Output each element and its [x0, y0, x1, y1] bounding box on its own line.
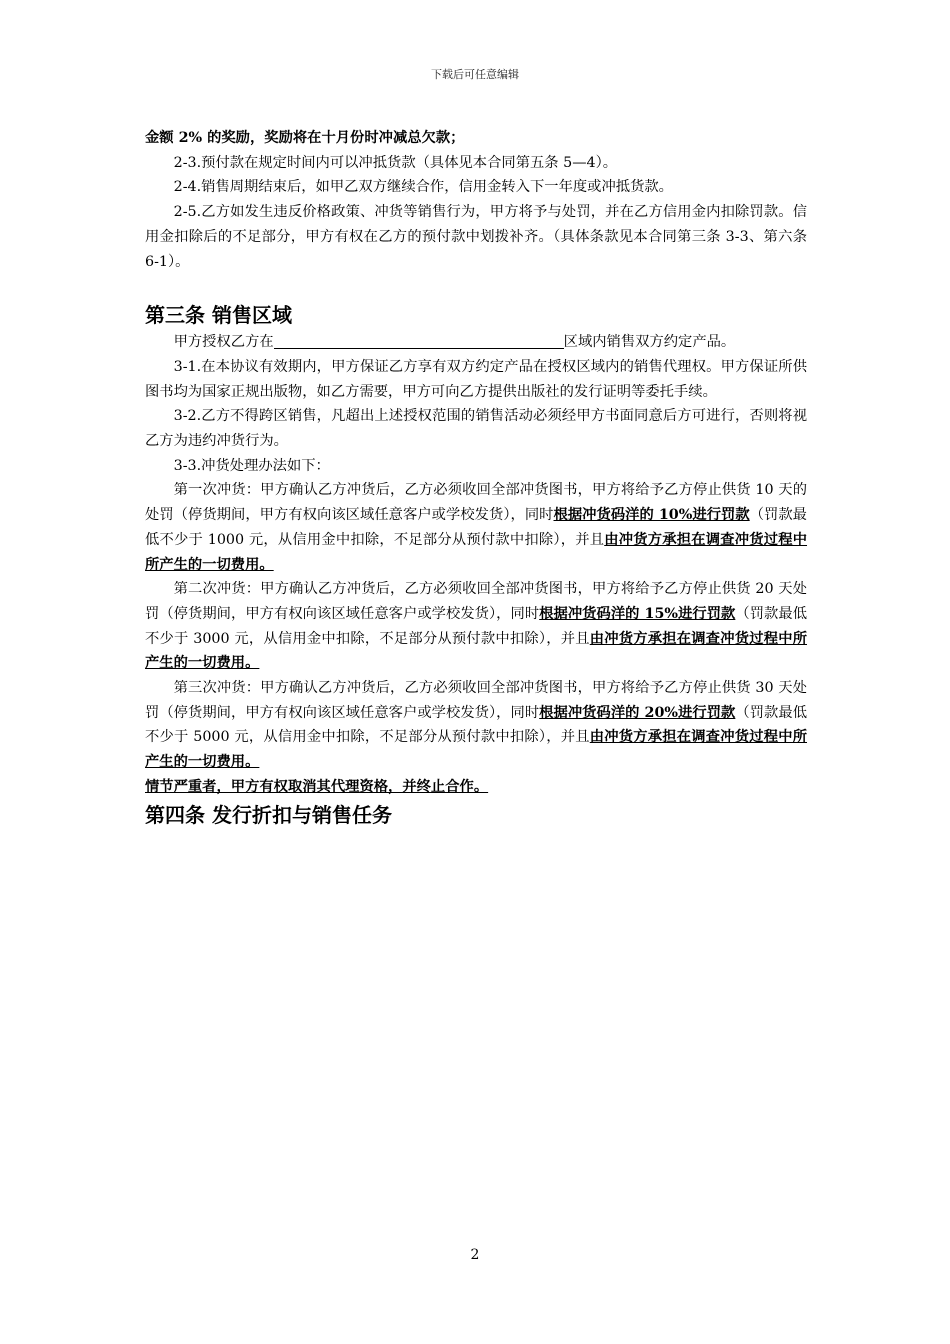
third-violation-text: 第三次冲货：甲方确认乙方冲货后，乙方必须收回全部冲货图书，甲方将给予乙方停止供货 30 天处罚（停货期间，甲方有权向该区域任意客户或学校发货），同时: [145, 680, 807, 721]
paragraph-second-violation: [145, 577, 807, 676]
paragraph-3-3: 3-3.冲货处理办法如下：: [173, 457, 330, 474]
paragraph-2-4: 2-4.销售周期结束后，如甲乙双方继续合作，信用金转入下一年度或冲抵货款。: [173, 179, 673, 196]
third-violation-cost: 由冲货方承担在调查冲货过程中所产生的一切费用。: [145, 729, 808, 771]
first-violation-fine: 根据冲货码洋的 10%进行罚款: [553, 507, 750, 524]
paragraph-2-5: 2-5.乙方如发生违反价格政策、冲货等销售行为，甲方将予与处罚，并在乙方信用金内扣除罚款。信用金扣除后的不足部分，甲方有权在乙方的预付款中划拨补齐。（具体条款见本合同第三条 3-3、第六条 6-1）。: [145, 204, 807, 270]
paragraph-serious-violation: 情节严重者，甲方有权取消其代理资格，并终止合作。: [145, 778, 489, 795]
section-4-title: 第四条 发行折扣与销售任务: [145, 802, 392, 827]
authorize-text-before: 甲方授权乙方在: [173, 334, 274, 351]
first-violation-detail: （罚款最低不少于 1000 元，从信用金中扣除，不足部分从预付款中扣除），并且: [145, 507, 807, 548]
authorize-text-after: 区域内销售双方约定产品。: [563, 334, 736, 351]
second-violation-fine: 根据冲货码洋的 15%进行罚款: [539, 605, 736, 622]
paragraph-third-violation: [145, 676, 807, 775]
first-violation-text: 第一次冲货：甲方确认乙方冲货后，乙方必须收回全部冲货图书，甲方将给予乙方停止供货 10 天的处罚（停货期间，甲方有权向该区域任意客户或学校发货），同时: [145, 482, 807, 524]
paragraph-reward: 金额 2% 的奖励，奖励将在十月份时冲减总欠款；: [145, 130, 465, 146]
second-violation-detail: （罚款最低不少于 3000 元，从信用金中扣除，不足部分从预付款中扣除），并且: [145, 605, 807, 647]
region-blank-line[interactable]: [274, 332, 564, 349]
second-violation-text: 第二次冲货：甲方确认乙方冲货后，乙方必须收回全部冲货图书，甲方将给予乙方停止供货 20 天处罚（停货期间，甲方有权向该区域任意客户或学校发货），同时: [145, 581, 807, 622]
paragraph-2-3: 2-3.预付款在规定时间内可以冲抵货款（具体见本合同第五条 5—4）。: [173, 154, 618, 171]
third-violation-detail: （罚款最低不少于 5000 元，从信用金中扣除，不足部分从预付款中扣除），并且: [145, 704, 807, 746]
paragraph-first-violation: [145, 478, 807, 577]
page-header: 下载后可任意编辑: [431, 68, 519, 81]
paragraph-3-1: 3-1.在本协议有效期内，甲方保证乙方享有双方约定产品在授权区域内的销售代理权。甲方保证所供图书均为国家正规出版物，如乙方需要，甲方可向乙方提供出版社的发行证明等委托手续。: [145, 358, 807, 400]
first-violation-cost: 由冲货方承担在调查冲货过程中所产生的一切费用。: [145, 531, 808, 573]
section-3-title: 第三条 销售区域: [145, 303, 292, 328]
third-violation-fine: 根据冲货码洋的 20%进行罚款: [539, 704, 736, 721]
paragraph-authorize: [145, 330, 807, 355]
paragraph-3-2: 3-2.乙方不得跨区销售，凡超出上述授权范围的销售活动必须经甲方书面同意后方可进行，否则将视乙方为违约冲货行为。: [145, 408, 807, 450]
document-body: [145, 126, 807, 830]
second-violation-cost: 由冲货方承担在调查冲货过程中所产生的一切费用。: [145, 630, 808, 672]
page-number: 2: [470, 1247, 480, 1263]
